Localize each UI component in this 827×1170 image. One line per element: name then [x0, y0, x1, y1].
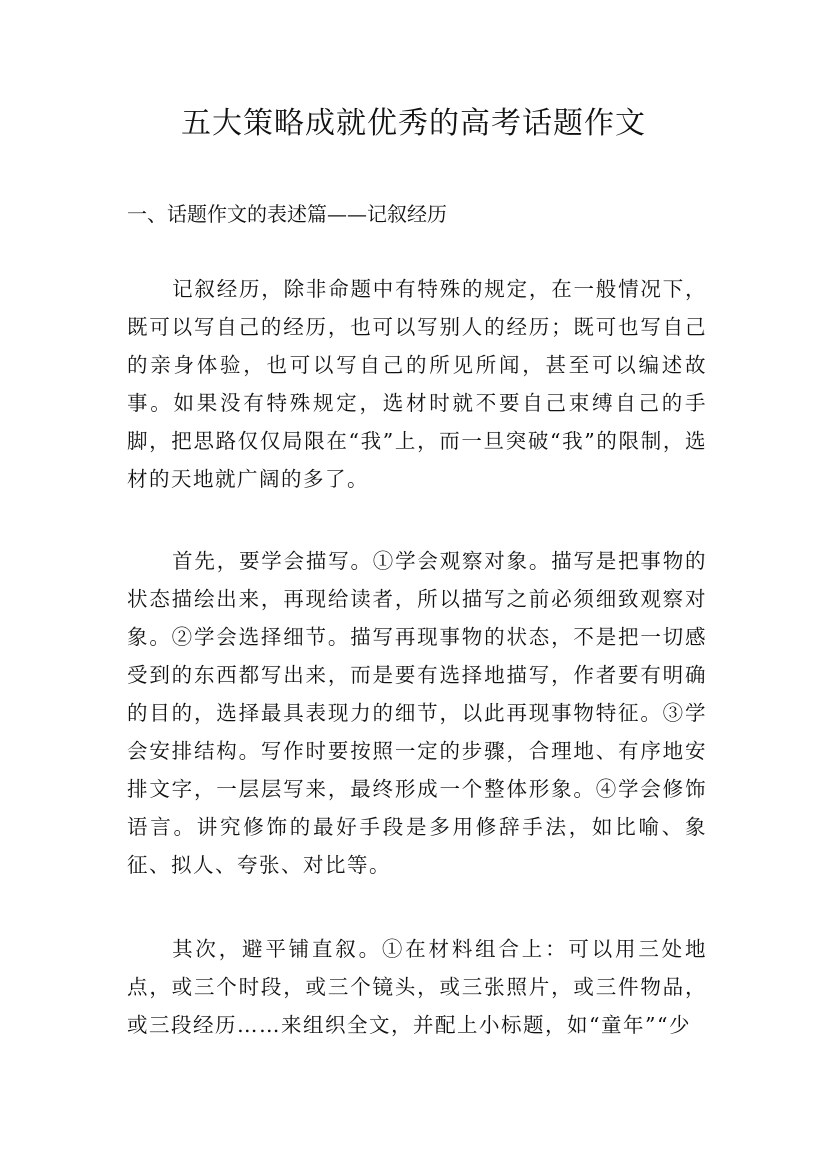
paragraph-2: 首先，要学会描写。①学会观察对象。描写是把事物的状态描绘出来，再现给读者，所以描写之前必须细致观察对象。②学会选择细节。描写再现事物的状态，不是把一切感受到的东西都写出来，而是要有选择地描写，作者要有明确的目的，选择最具表现力的细节，以此再现事物特征。③学会安排结构。写作时要按照一定的步骤，合理地、有序地安排文字，一层层写来，最终形成一个整体形象。④学会修饰语言。讲究修饰的最好手段是多用修辞手法，如比喻、象征、拟人、夸张、对比等。: [127, 549, 707, 877]
paragraph-1: 记叙经历，除非命题中有特殊的规定，在一般情况下，既可以写自己的经历，也可以写别人的经历；既可也写自己的亲身体验，也可以写自己的所见所闻，甚至可以编述故事。如果没有特殊规定，选材时就不要自己束缚自己的手脚，把思路仅仅局限在“我”上，而一旦突破“我”的限制，选材的天地就广阔的多了。: [127, 277, 707, 491]
paragraph-3: 其次，避平铺直叙。①在材料组合上：可以用三处地点，或三个时段，或三个镜头，或三张照片，或三件物品，或三段经历……来组织全文，并配上小标题，如“童年”“少: [127, 937, 707, 1037]
section-heading: 一、话题作文的表述篇——记叙经历: [127, 202, 447, 226]
document-title: 五大策略成就优秀的高考话题作文: [181, 106, 646, 141]
